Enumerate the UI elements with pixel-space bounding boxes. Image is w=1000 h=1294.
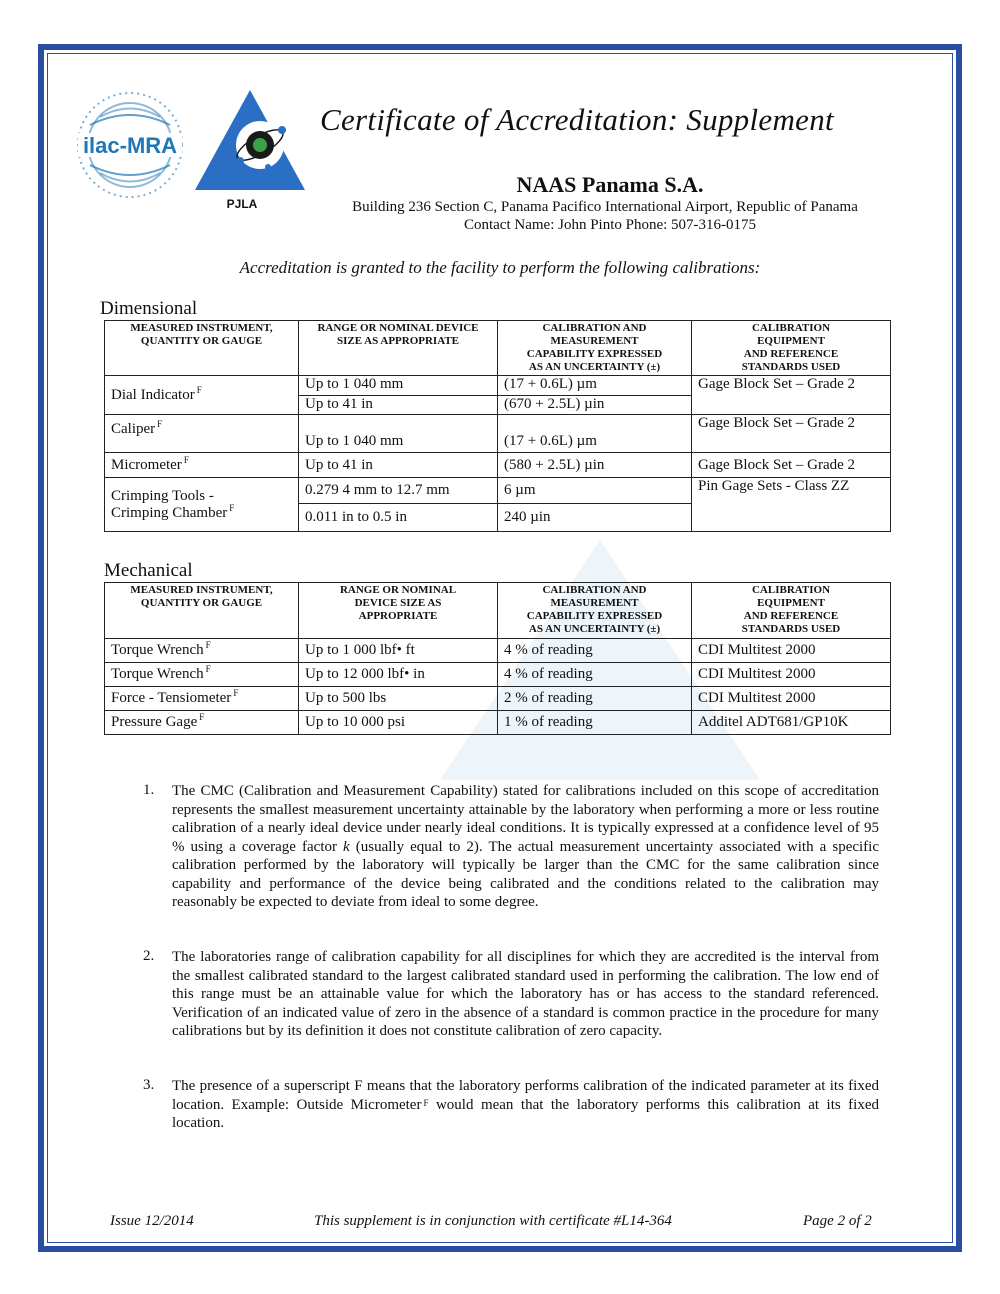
range-cell: Up to 500 lbs [299,687,498,711]
table-row [105,415,891,453]
table-row [105,453,891,478]
range-cell: Up to 12 000 lbf• in [299,663,498,687]
equipment-cell: Gage Block Set – Grade 2 [692,376,891,415]
mechanical-table [104,582,891,735]
svg-text:PJLA: PJLA [226,197,258,210]
footer-statement: This supplement is in conjunction with certificate #L14-364 [314,1213,672,1229]
range-cell: Up to 41 in [299,453,498,478]
section-title-mechanical: Mechanical [104,560,193,581]
equipment-cell: Gage Block Set – Grade 2 [692,415,891,453]
range-cell: 0.011 in to 0.5 in [299,504,498,532]
table-header-row [105,583,891,639]
table-row [105,711,891,735]
note-1: The CMC (Calibration and Measurement Capability) stated for calibrations included on this scope of accreditation represents the smallest measurement uncertainty attainable by the laboratory when performing a more or less routine calibration of a nearly ideal device under nearly ideal conditions. It is typically expressed at a confidence level of 95 % using a coverage factor k (usually equal to 2). The actual measurement uncertainty associated with a specific calibration performed by the laboratory will typically be larger than the CMC for the same calibration since capability and performance of the device being calibrated and the conditions related to the calibration may reasonably be expected to deviate from ideal to some degree. [172,783,880,910]
section-title-dimensional: Dimensional [100,298,198,319]
cmc-cell: (580 + 2.5L) µin [498,453,692,478]
svg-text:ilac-MRA: ilac-MRA [82,133,178,158]
range-cell: Up to 41 in [299,396,498,415]
cmc-cell: 4 % of reading [498,639,692,663]
range-cell: 0.279 4 mm to 12.7 mm [299,478,498,504]
certificate-title: Certificate of Accreditation: Supplement [320,102,834,137]
note-3: The presence of a superscript F means that the laboratory performs calibration of the indicated parameter at its fixed location. Example: Outside Micrometer $^F$ would mean that the laboratory performs this calibration at its fixed location. [172,1078,880,1131]
table-row [105,478,891,504]
header-range: RANGE OR NOMINAL DEVICE SIZE AS APPROPRIATE [299,321,498,376]
cmc-cell: 2 % of reading [498,687,692,711]
header-range: RANGE OR NOMINAL DEVICE SIZE AS APPROPRIATE [299,583,498,639]
cmc-cell: 6 µm [498,478,692,504]
note-number: 3. [143,1077,155,1093]
header-cmc: CALIBRATION AND MEASUREMENT CAPABILITY EXPRESSED AS AN UNCERTAINTY (±) [498,583,692,639]
range-cell: Up to 1 000 lbf• ft [299,639,498,663]
instrument-cell: Pressure Gage $^F$ [105,711,299,735]
range-cell: Up to 10 000 psi [299,711,498,735]
table-header-row [105,321,891,376]
grant-statement: Accreditation is granted to the facility to perform the following calibrations: [239,258,761,277]
instrument-cell: Torque Wrench $^F$ [105,639,299,663]
footer-page: Page 2 of 2 [803,1213,872,1229]
pjla-logo [190,85,310,210]
instrument-cell: Crimping Tools - Crimping Chamber $^F$ [105,478,299,532]
equipment-cell: CDI Multitest 2000 [692,663,891,687]
note-number: 2. [143,948,155,964]
range-cell: Up to 1 040 mm [299,376,498,396]
instrument-cell: Micrometer $^F$ [105,453,299,478]
equipment-cell: Pin Gage Sets - Class ZZ [692,478,891,532]
dimensional-table [104,320,891,532]
instrument-cell: Dial Indicator $^F$ [105,376,299,415]
equipment-cell: CDI Multitest 2000 [692,639,891,663]
ilac-mra-logo [70,85,190,205]
header-equipment: CALIBRATION EQUIPMENT AND REFERENCE STANDARDS USED [692,321,891,376]
table-row [105,663,891,687]
instrument-cell: Torque Wrench $^F$ [105,663,299,687]
table-row [105,687,891,711]
instrument-cell: Caliper $^F$ [105,415,299,453]
equipment-cell: Additel ADT681/GP10K [692,711,891,735]
range-cell: Up to 1 040 mm [299,415,498,453]
cmc-cell: (17 + 0.6L) µm [498,376,692,396]
cmc-cell: (670 + 2.5L) µin [498,396,692,415]
header-instrument: MEASURED INSTRUMENT, QUANTITY OR GAUGE [105,583,299,639]
instrument-cell: Force - Tensiometer $^F$ [105,687,299,711]
equipment-cell: Gage Block Set – Grade 2 [692,453,891,478]
cmc-cell: (17 + 0.6L) µm [498,415,692,453]
equipment-cell: CDI Multitest 2000 [692,687,891,711]
table-row [105,376,891,396]
footer-issue: Issue 12/2014 [110,1213,194,1229]
organization-address: Building 236 Section C, Panama Pacifico International Airport, Republic of Panama [352,199,858,215]
cmc-cell: 1 % of reading [498,711,692,735]
organization-contact: Contact Name: John Pinto Phone: 507-316-0175 [463,217,757,233]
header-instrument: MEASURED INSTRUMENT, QUANTITY OR GAUGE [105,321,299,376]
header-cmc: CALIBRATION AND MEASUREMENT CAPABILITY EXPRESSED AS AN UNCERTAINTY (±) [498,321,692,376]
note-number: 1. [143,782,155,798]
header-equipment: CALIBRATION EQUIPMENT AND REFERENCE STANDARDS USED [692,583,891,639]
table-row [105,639,891,663]
organization-name: NAAS Panama S.A. [516,172,704,197]
cmc-cell: 4 % of reading [498,663,692,687]
cmc-cell: 240 µin [498,504,692,532]
note-2: The laboratories range of calibration capability for all disciplines for which they are accredited is the interval from the smallest calibrated standard to the largest calibrated standard used in performing the calibration. The low end of this range must be an attainable value for which the laboratory has or has access to the standard referenced. Verification of an indicated value of zero in the absence of a standard is common practice in the procedure for many calibrations but by its definition it does not constitute calibration of zero capacity. [172,949,879,1039]
